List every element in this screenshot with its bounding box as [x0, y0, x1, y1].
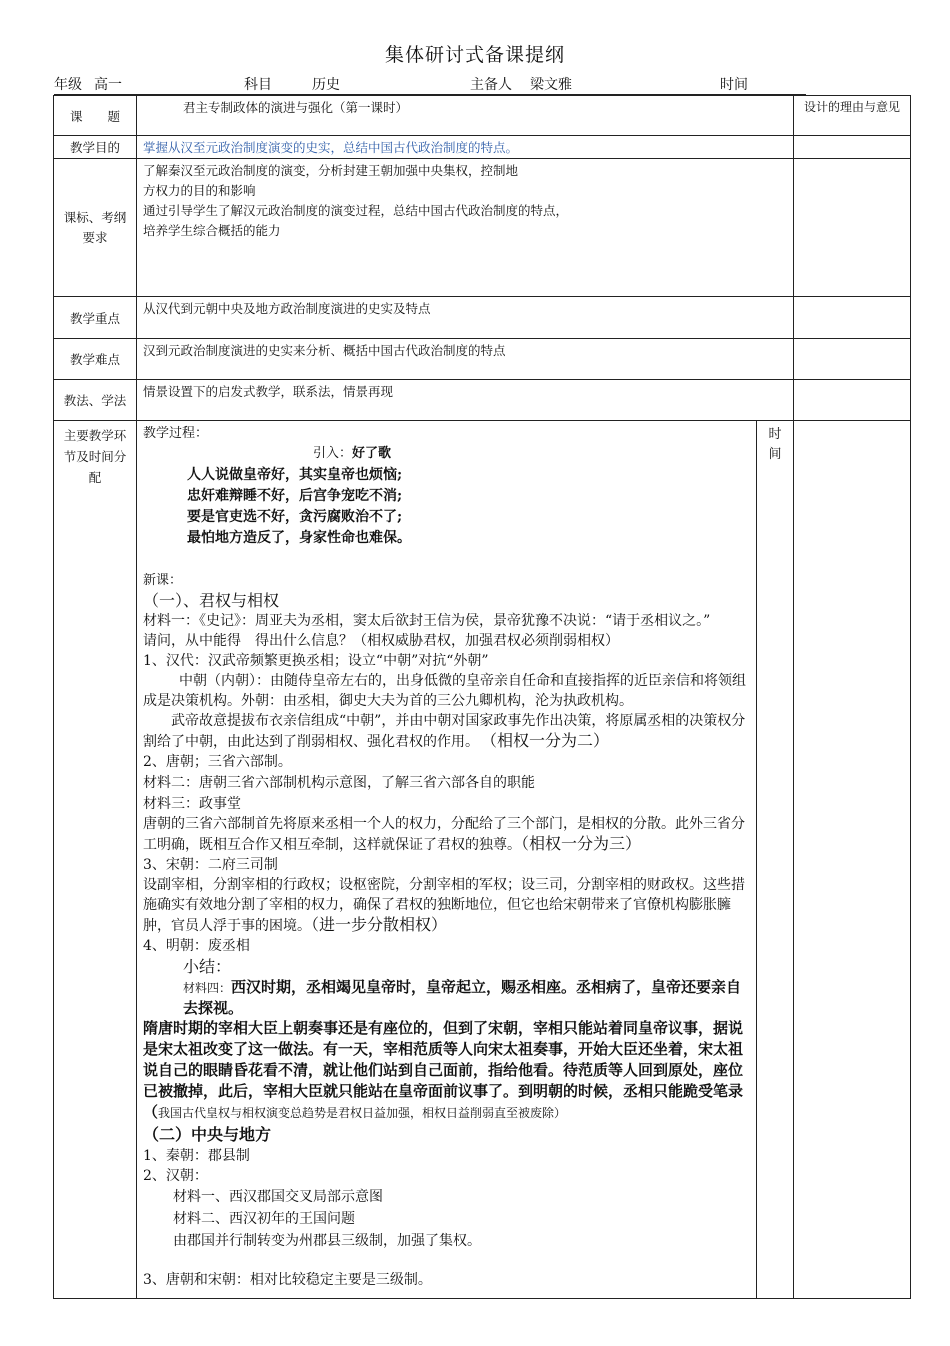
key-points-label: 教学重点	[54, 297, 137, 339]
goal-value: 掌握从汉至元政治制度演变的史实，总结中国古代政治制度的特点。	[137, 136, 794, 159]
local-conclusion: 由郡国并行制转变为州郡县三级制，加强了集权。	[173, 1233, 481, 1249]
han-note: （相权一分为二）	[489, 731, 610, 750]
tang-heading: 2、唐朝；三省六部制。	[143, 754, 292, 770]
standards-notes	[794, 159, 911, 297]
material-1: 材料一：《史记》：周亚夫为丞相，窦太后欲封王信为侯，景帝犹豫不决说：“请于丞相议之。”	[143, 613, 711, 629]
poem-line: 要是官吏选不好，贪污腐败治不了;	[187, 509, 403, 525]
material-4-text: 西汉时期，丞相竭见皇帝时，皇帝起立，赐丞相座。丞相病了，皇帝还要亲自去探视。	[183, 978, 742, 1017]
ming-heading: 4、明朝：废丞相	[143, 938, 250, 954]
song-analysis	[143, 875, 750, 936]
han-heading: 1、汉代：汉武帝频繁更换丞相；设立“中朝”对抗“外朝”	[143, 653, 489, 669]
intro-title: 好了歌	[352, 446, 392, 461]
main-steps-label: 主要教学环节及时间分配	[54, 421, 137, 1299]
summary-label: 小结：	[183, 957, 232, 976]
material-4-continued	[143, 1018, 750, 1124]
section-2-heading: （二）中央与地方	[143, 1125, 272, 1144]
standards-line: 通过引导学生了解汉元政治制度的演变过程，总结中国古代政治制度的特点，	[143, 203, 569, 218]
poem-line: 最怕地方造反了，身家性命也难保。	[187, 530, 411, 546]
new-lesson-label: 新课：	[143, 573, 183, 588]
tang-note: （相权一分为三）	[521, 834, 642, 853]
han-analysis	[143, 711, 750, 752]
goal-notes	[794, 136, 911, 159]
subject-label: 科目	[244, 77, 272, 93]
tang-song-local: 3、唐朝和宋朝：相对比较稳定主要是三级制。	[143, 1272, 432, 1288]
han-local-heading: 2、汉朝：	[143, 1168, 208, 1184]
process-notes	[794, 421, 911, 1299]
difficulty-label: 教学难点	[54, 339, 137, 380]
local-material-2: 材料二、西汉初年的王国问题	[173, 1211, 355, 1227]
standards-label: 课标、考纲要求	[54, 159, 137, 297]
material-4-story: 隋唐时期的宰相大臣上朝奏事还是有座位的，但到了宋朝，宰相只能站着同皇帝议事，据说是宋太祖改变了这一做法。有一天，宰相范质等人向宋太祖奏事，开始大臣还坐着，宋太祖说自己的眼睛昏花看不清，就让他们站到自己面前，指给他看。待范质等人回到原处，座位已被撤掉，此后，宰相大臣就只能站在皇帝面前议事了。到明朝的时候，丞相只能跪受笔录（	[143, 1019, 744, 1121]
poem	[143, 465, 750, 549]
goal-label: 教学目的	[54, 136, 137, 159]
poem-line: 人人说做皇帝好，其实皇帝也烦恼;	[187, 467, 403, 483]
difficulty-value: 汉到元政治制度演进的史实来分析、概括中国古代政治制度的特点	[137, 339, 794, 380]
question-1: 请问，从中能得 得出什么信息？（相权威胁君权，加强君权必须削弱相权）	[143, 633, 619, 649]
qin-heading: 1、秦朝：郡县制	[143, 1148, 250, 1164]
time-column: 时间	[757, 421, 794, 1299]
key-points-notes	[794, 297, 911, 339]
han-analysis-text: 武帝故意提拔布衣亲信组成“中朝”，并由中朝对国家政事先作出决策，将原属丞相的决策权分割给了中朝，由此达到了削弱相权、强化君权的作用。	[143, 713, 746, 750]
material-3: 材料三：政事堂	[143, 796, 241, 812]
standards-line: 培养学生综合概括的能力	[143, 223, 281, 238]
grade-label: 年级	[54, 77, 82, 93]
method-notes	[794, 380, 911, 421]
standards-value	[137, 159, 794, 297]
standards-line: 方权力的目的和影响	[143, 183, 256, 198]
song-analysis-text: 设副宰相，分割宰相的行政权；设枢密院，分割宰相的军权；设三司，分割宰相的财政权。这些措施确实有效地分割了宰相的权力，确保了君权的独断地位，但它也给宋朝带来了官僚机构膨胀臃肿，官员人浮于事的困境。	[143, 877, 745, 934]
section-1-heading: （一）、君权与相权	[143, 591, 280, 610]
topic-label: 课 题	[54, 96, 137, 136]
material-4	[143, 977, 750, 1018]
poem-line: 忠奸难辩睡不好，后宫争宠吃不消;	[187, 488, 403, 504]
intro-line	[143, 443, 750, 465]
material-4-conclusion: 我国古代皇权与相权演变总趋势是君权日益加强，相权日益削弱直至被废除）	[158, 1106, 567, 1120]
song-note: （进一步分散相权）	[311, 915, 448, 934]
method-value: 情景设置下的启发式教学，联系法，情景再现	[137, 380, 794, 421]
grade-value: 高一	[94, 77, 122, 93]
method-label: 教法、学法	[54, 380, 137, 421]
process-heading: 教学过程：	[143, 426, 209, 441]
difficulty-notes	[794, 339, 911, 380]
tang-analysis-text: 唐朝的三省六部制首先将原来丞相一个人的权力，分配给了三个部门，是相权的分散。此外三省分工明确，既相互合作又相互牵制，这样就保证了君权的独尊。	[143, 816, 745, 853]
time-label: 时间	[720, 77, 748, 93]
standards-line: 了解秦汉至元政治制度的演变，分析封建王朝加强中央集权，控制地	[143, 163, 519, 178]
material-2: 材料二：唐朝三省六部制机构示意图，了解三省六部各自的职能	[143, 775, 535, 791]
subject-value: 历史	[312, 77, 340, 93]
tang-analysis	[143, 814, 750, 855]
topic-value	[137, 96, 794, 136]
page-title: 集体研讨式备课提纲	[384, 44, 565, 66]
teaching-process	[137, 421, 757, 1299]
design-reason-header: 设计的理由与意见	[794, 96, 911, 136]
key-points-value: 从汉代到元朝中央及地方政治制度演进的史实及特点	[137, 297, 794, 339]
topic-text: 君主专制政体的演进与强化（第一课时）	[183, 100, 409, 115]
han-inner-court: 中朝（内朝）：由随侍皇帝左右的，出身低微的皇帝亲自任命和直接指挥的近臣亲信和将领组成是决策机构。外朝：由丞相，御史大夫为首的三公九卿机构，沦为执政机构。	[143, 673, 746, 709]
local-material-1: 材料一、西汉郡国交叉局部示意图	[173, 1189, 383, 1205]
lesson-plan-table	[53, 95, 911, 1299]
song-heading: 3、宋朝：二府三司制	[143, 857, 278, 873]
intro-label: 引入：	[313, 446, 353, 461]
material-4-label: 材料四：	[183, 981, 232, 995]
preparer-value: 梁文雅	[530, 77, 572, 93]
preparer-label: 主备人	[470, 77, 512, 93]
